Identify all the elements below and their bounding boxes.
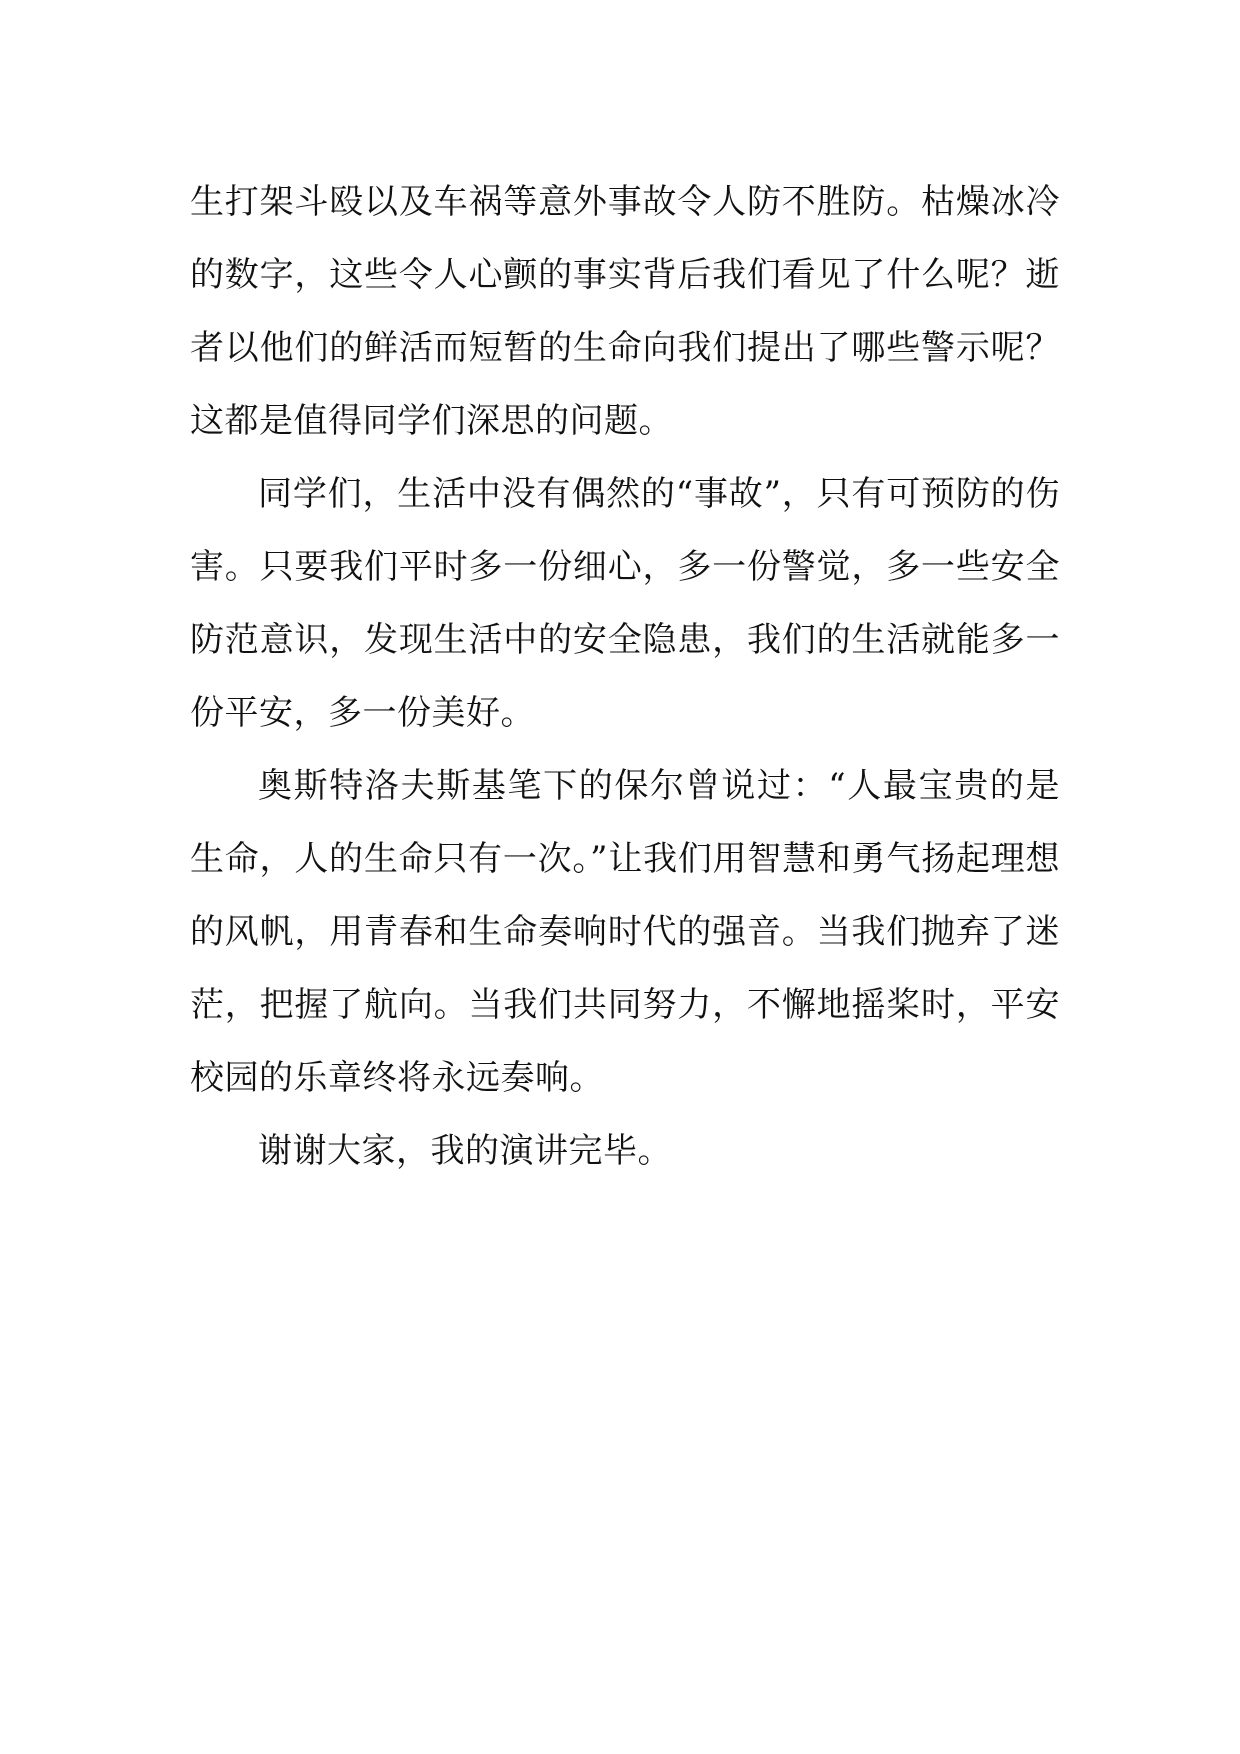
paragraph-closing: 谢谢大家，我的演讲完毕。 [258,1131,672,1171]
paragraph-continued: 生打架斗殴以及车祸等意外事故令人防不胜防。枯燥冰冷的数字，这些令人心颤的事实背后我们看见了什么呢？逝者以他们的鲜活而短暂的生命向我们提出了哪些警示呢？这都是值得同学们深思的问题。 [190,182,1060,441]
paragraph: 奥斯特洛夫斯基笔下的保尔曾说过：“人最宝贵的是生命，人的生命只有一次。”让我们用智慧和勇气扬起理想的风帆，用青春和生命奏响时代的强音。当我们抛弃了迷茫，把握了航向。当我们共同努力，不懈地摇桨时，平安校园的乐章终将永远奏响。 [190,766,1060,1098]
paragraph: 同学们，生活中没有偶然的“事故”，只有可预防的伤害。只要我们平时多一份细心，多一份警觉，多一些安全防范意识，发现生活中的安全隐患，我们的生活就能多一份平安，多一份美好。 [190,474,1060,733]
document-body [190,166,1060,1188]
